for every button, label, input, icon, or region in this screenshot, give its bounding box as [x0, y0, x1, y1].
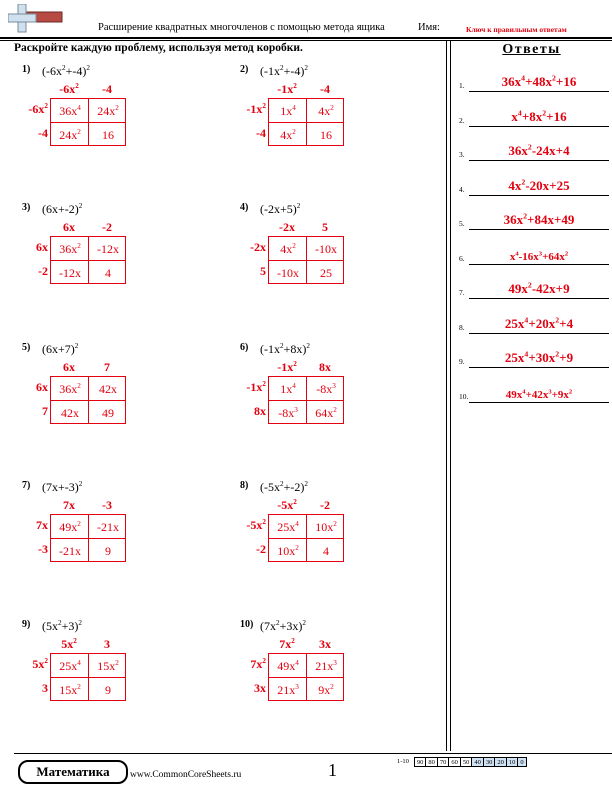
problem-3: [22, 202, 152, 292]
column-header: $7x^2$: [279, 637, 295, 651]
problem-number: 5): [22, 342, 31, 353]
row-header: -2: [38, 264, 48, 278]
grid-cell: $49x^2$: [59, 520, 81, 534]
row-header: -4: [256, 126, 266, 140]
answer-number: 6.: [459, 253, 465, 263]
problem-number: 1): [22, 64, 31, 75]
problem-expression: $(7x+-3)^2$: [42, 480, 83, 494]
problem-number: 4): [240, 202, 249, 213]
problem-9: [22, 619, 152, 709]
answer-line: [469, 126, 609, 127]
problem-6: [240, 342, 370, 432]
grid-cell: $15x^2$: [59, 683, 81, 697]
answer-number: 5.: [459, 219, 465, 228]
grid-cell: 49: [102, 406, 114, 420]
problem-expression: $(6x+-2)^2$: [42, 202, 83, 216]
box-grid: [268, 514, 344, 562]
problem-number: 6): [240, 342, 249, 353]
answer-text: $25x^4+30x^2+9$: [504, 349, 574, 365]
answer-row: [459, 109, 609, 127]
box-grid: [268, 236, 344, 284]
grid-cell: $36x^2$: [59, 242, 81, 256]
problem-number: 2): [240, 64, 249, 75]
score-cell: 90: [414, 757, 427, 767]
grid-cell: -12x: [97, 242, 119, 256]
answer-number: 10.: [459, 391, 469, 401]
grid-cell: -21x: [59, 544, 81, 558]
logo-icon: [8, 4, 68, 38]
grid-cell: 4: [105, 266, 111, 280]
problem-4: [240, 202, 370, 292]
box-grid: [50, 376, 126, 424]
score-range: 1-10: [397, 758, 409, 765]
problem-2: [240, 64, 370, 154]
problem-number: 10): [240, 619, 254, 630]
grid-cell: $21x^3$: [315, 659, 337, 673]
column-header: $-6x^2$: [59, 82, 79, 96]
column-header: 5: [322, 220, 328, 234]
row-header: -4: [38, 126, 48, 140]
answer-number: 8.: [459, 322, 465, 332]
score-cell: 0: [517, 757, 526, 767]
answer-number: 1.: [459, 81, 465, 90]
grid-cell: $24x^2$: [59, 128, 81, 142]
column-header: -2: [102, 220, 112, 234]
box-grid: [268, 98, 344, 146]
answer-row: [459, 74, 609, 92]
answer-line: [469, 195, 609, 196]
answer-number: 7.: [459, 288, 465, 297]
grid-cell: 16: [102, 128, 114, 142]
header-rule: [0, 37, 612, 39]
answer-row: [459, 385, 609, 403]
row-header: 3: [42, 681, 48, 695]
column-header: $-1x^2$: [277, 360, 297, 374]
answer-line: [469, 229, 609, 230]
instructions: Раскройте каждую проблему, используя метод коробки.: [14, 42, 303, 54]
answer-row: [459, 316, 609, 334]
column-header: 3: [104, 637, 110, 651]
answer-text: $36x^4+48x^2+16$: [501, 73, 577, 89]
answer-line: [469, 333, 609, 334]
column-divider: [446, 41, 447, 751]
grid-cell: $10x^2$: [277, 544, 299, 558]
score-cell: 10: [506, 757, 519, 767]
grid-cell: -10x: [315, 242, 337, 256]
score-table: [396, 757, 527, 767]
box-grid: [268, 376, 344, 424]
page-number: 1: [328, 760, 337, 780]
problem-1: [22, 64, 152, 154]
column-divider-2: [450, 41, 451, 751]
answers-title: Ответы: [502, 42, 561, 57]
answer-text: $4x^2-20x+25$: [508, 177, 570, 193]
column-header: 6x: [63, 220, 75, 234]
grid-cell: 16: [320, 128, 332, 142]
score-cell: 80: [425, 757, 438, 767]
row-header: 5: [260, 264, 266, 278]
column-header: 8x: [319, 360, 331, 374]
problem-5: [22, 342, 152, 432]
grid-cell: $64x^2$: [315, 406, 337, 420]
row-header: $7x^2$: [250, 657, 266, 671]
problem-number: 3): [22, 202, 31, 213]
problem-expression: $(-2x+5)^2$: [260, 202, 301, 216]
problem-expression: $(6x+7)^2$: [42, 342, 79, 356]
row-header: $-1x^2$: [246, 102, 266, 116]
problem-expression: $(-5x^2+-2)^2$: [260, 480, 308, 494]
grid-cell: $25x^4$: [277, 520, 299, 534]
row-header: -3: [38, 542, 48, 556]
answer-row: [459, 212, 609, 230]
worksheet-title: Расширение квадратных многочленов с помощью метода ящика: [98, 22, 385, 33]
grid-cell: $4x^2$: [280, 128, 296, 142]
problem-expression: $(7x^2+3x)^2$: [260, 619, 306, 633]
answer-number: 9.: [459, 357, 465, 366]
grid-cell: $-8x^3$: [278, 406, 298, 420]
column-header: $5x^2$: [61, 637, 77, 651]
box-grid: [50, 98, 126, 146]
answer-text: $49x^2-42x+9$: [508, 280, 570, 296]
column-header: $-5x^2$: [277, 498, 297, 512]
answer-row: [459, 350, 609, 368]
grid-cell: $24x^2$: [97, 104, 119, 118]
grid-cell: $49x^4$: [277, 659, 299, 673]
column-header: -4: [102, 82, 112, 96]
column-header: 7: [104, 360, 110, 374]
grid-cell: -12x: [59, 266, 81, 280]
grid-cell: 4: [323, 544, 329, 558]
problem-7: [22, 480, 152, 570]
grid-cell: $36x^2$: [59, 382, 81, 396]
row-header: -2: [256, 542, 266, 556]
brand-badge: Математика: [18, 760, 128, 784]
grid-cell: $4x^2$: [280, 242, 296, 256]
grid-cell: 9: [105, 544, 111, 558]
answer-text: $49x^4+42x^3+9x^2$: [505, 387, 573, 401]
score-cell: 40: [471, 757, 484, 767]
grid-cell: $36x^4$: [59, 104, 81, 118]
problem-number: 7): [22, 480, 31, 491]
site-url[interactable]: www.CommonCoreSheets.ru: [130, 770, 242, 780]
answer-line: [469, 367, 609, 368]
row-header: $-1x^2$: [246, 380, 266, 394]
row-header: 7: [42, 404, 48, 418]
answer-key-label: Ключ к правильным ответам: [466, 25, 567, 34]
header-rule-thin: [0, 40, 612, 41]
grid-cell: -10x: [277, 266, 299, 280]
score-cell: 50: [460, 757, 473, 767]
answer-row: [459, 143, 609, 161]
grid-cell: 42x: [99, 382, 117, 396]
answer-row: [459, 281, 609, 299]
problem-expression: $(-1x^2+8x)^2$: [260, 342, 310, 356]
answer-number: 4.: [459, 184, 465, 194]
row-header: $-6x^2$: [28, 102, 48, 116]
answer-text: $x^4-16x^3+64x^2$: [509, 249, 569, 263]
grid-cell: $25x^4$: [59, 659, 81, 673]
answer-text: $36x^2-24x+4$: [508, 142, 570, 158]
score-cell: 60: [448, 757, 461, 767]
score-cell: 30: [483, 757, 496, 767]
score-cell: 20: [494, 757, 507, 767]
footer-rule: [14, 753, 612, 754]
grid-cell: $-8x^3$: [316, 382, 336, 396]
answer-text: $x^4+8x^2+16$: [511, 108, 567, 124]
column-header: 7x: [63, 498, 75, 512]
problem-expression: $(5x^2+3)^2$: [42, 619, 82, 633]
row-header: $-5x^2$: [246, 518, 266, 532]
row-header: $5x^2$: [32, 657, 48, 671]
row-header: 8x: [254, 404, 266, 418]
column-header: -2x: [279, 220, 295, 234]
grid-cell: $21x^3$: [277, 683, 299, 697]
grid-cell: $1x^4$: [280, 104, 296, 118]
answer-text: $36x^2+84x+49$: [503, 211, 575, 227]
answer-text: $25x^4+20x^2+4$: [504, 315, 574, 331]
column-header: 3x: [319, 637, 331, 651]
row-header: 6x: [36, 380, 48, 394]
grid-cell: $15x^2$: [97, 659, 119, 673]
answer-number: 3.: [459, 150, 465, 159]
answer-number: 2.: [459, 115, 465, 125]
grid-cell: $9x^2$: [318, 683, 334, 697]
grid-cell: $1x^4$: [280, 382, 296, 396]
grid-cell: $10x^2$: [315, 520, 337, 534]
answer-line: [469, 160, 609, 161]
answer-row: [459, 247, 609, 265]
row-header: -2x: [250, 240, 266, 254]
box-grid: [268, 653, 344, 701]
answer-line: [469, 264, 609, 265]
problem-number: 9): [22, 619, 31, 630]
row-header: 7x: [36, 518, 48, 532]
row-header: 6x: [36, 240, 48, 254]
problem-expression: $(-6x^2+-4)^2$: [42, 64, 90, 78]
name-label: Имя:: [418, 22, 440, 33]
problem-10: [240, 619, 370, 709]
problem-expression: $(-1x^2+-4)^2$: [260, 64, 308, 78]
box-grid: [50, 514, 126, 562]
grid-cell: $4x^2$: [318, 104, 334, 118]
column-header: 6x: [63, 360, 75, 374]
column-header: -3: [102, 498, 112, 512]
grid-cell: 25: [320, 266, 332, 280]
score-cell: 70: [437, 757, 450, 767]
answer-line: [469, 298, 609, 299]
column-header: $-1x^2$: [277, 82, 297, 96]
answer-row: [459, 178, 609, 196]
box-grid: [50, 653, 126, 701]
answer-line: [469, 91, 609, 92]
grid-cell: 42x: [61, 406, 79, 420]
box-grid: [50, 236, 126, 284]
problem-number: 8): [240, 480, 249, 491]
column-header: -4: [320, 82, 330, 96]
grid-cell: 9: [105, 683, 111, 697]
grid-cell: -21x: [97, 520, 119, 534]
column-header: -2: [320, 498, 330, 512]
answer-line: [469, 402, 609, 403]
problem-8: [240, 480, 370, 570]
row-header: 3x: [254, 681, 266, 695]
